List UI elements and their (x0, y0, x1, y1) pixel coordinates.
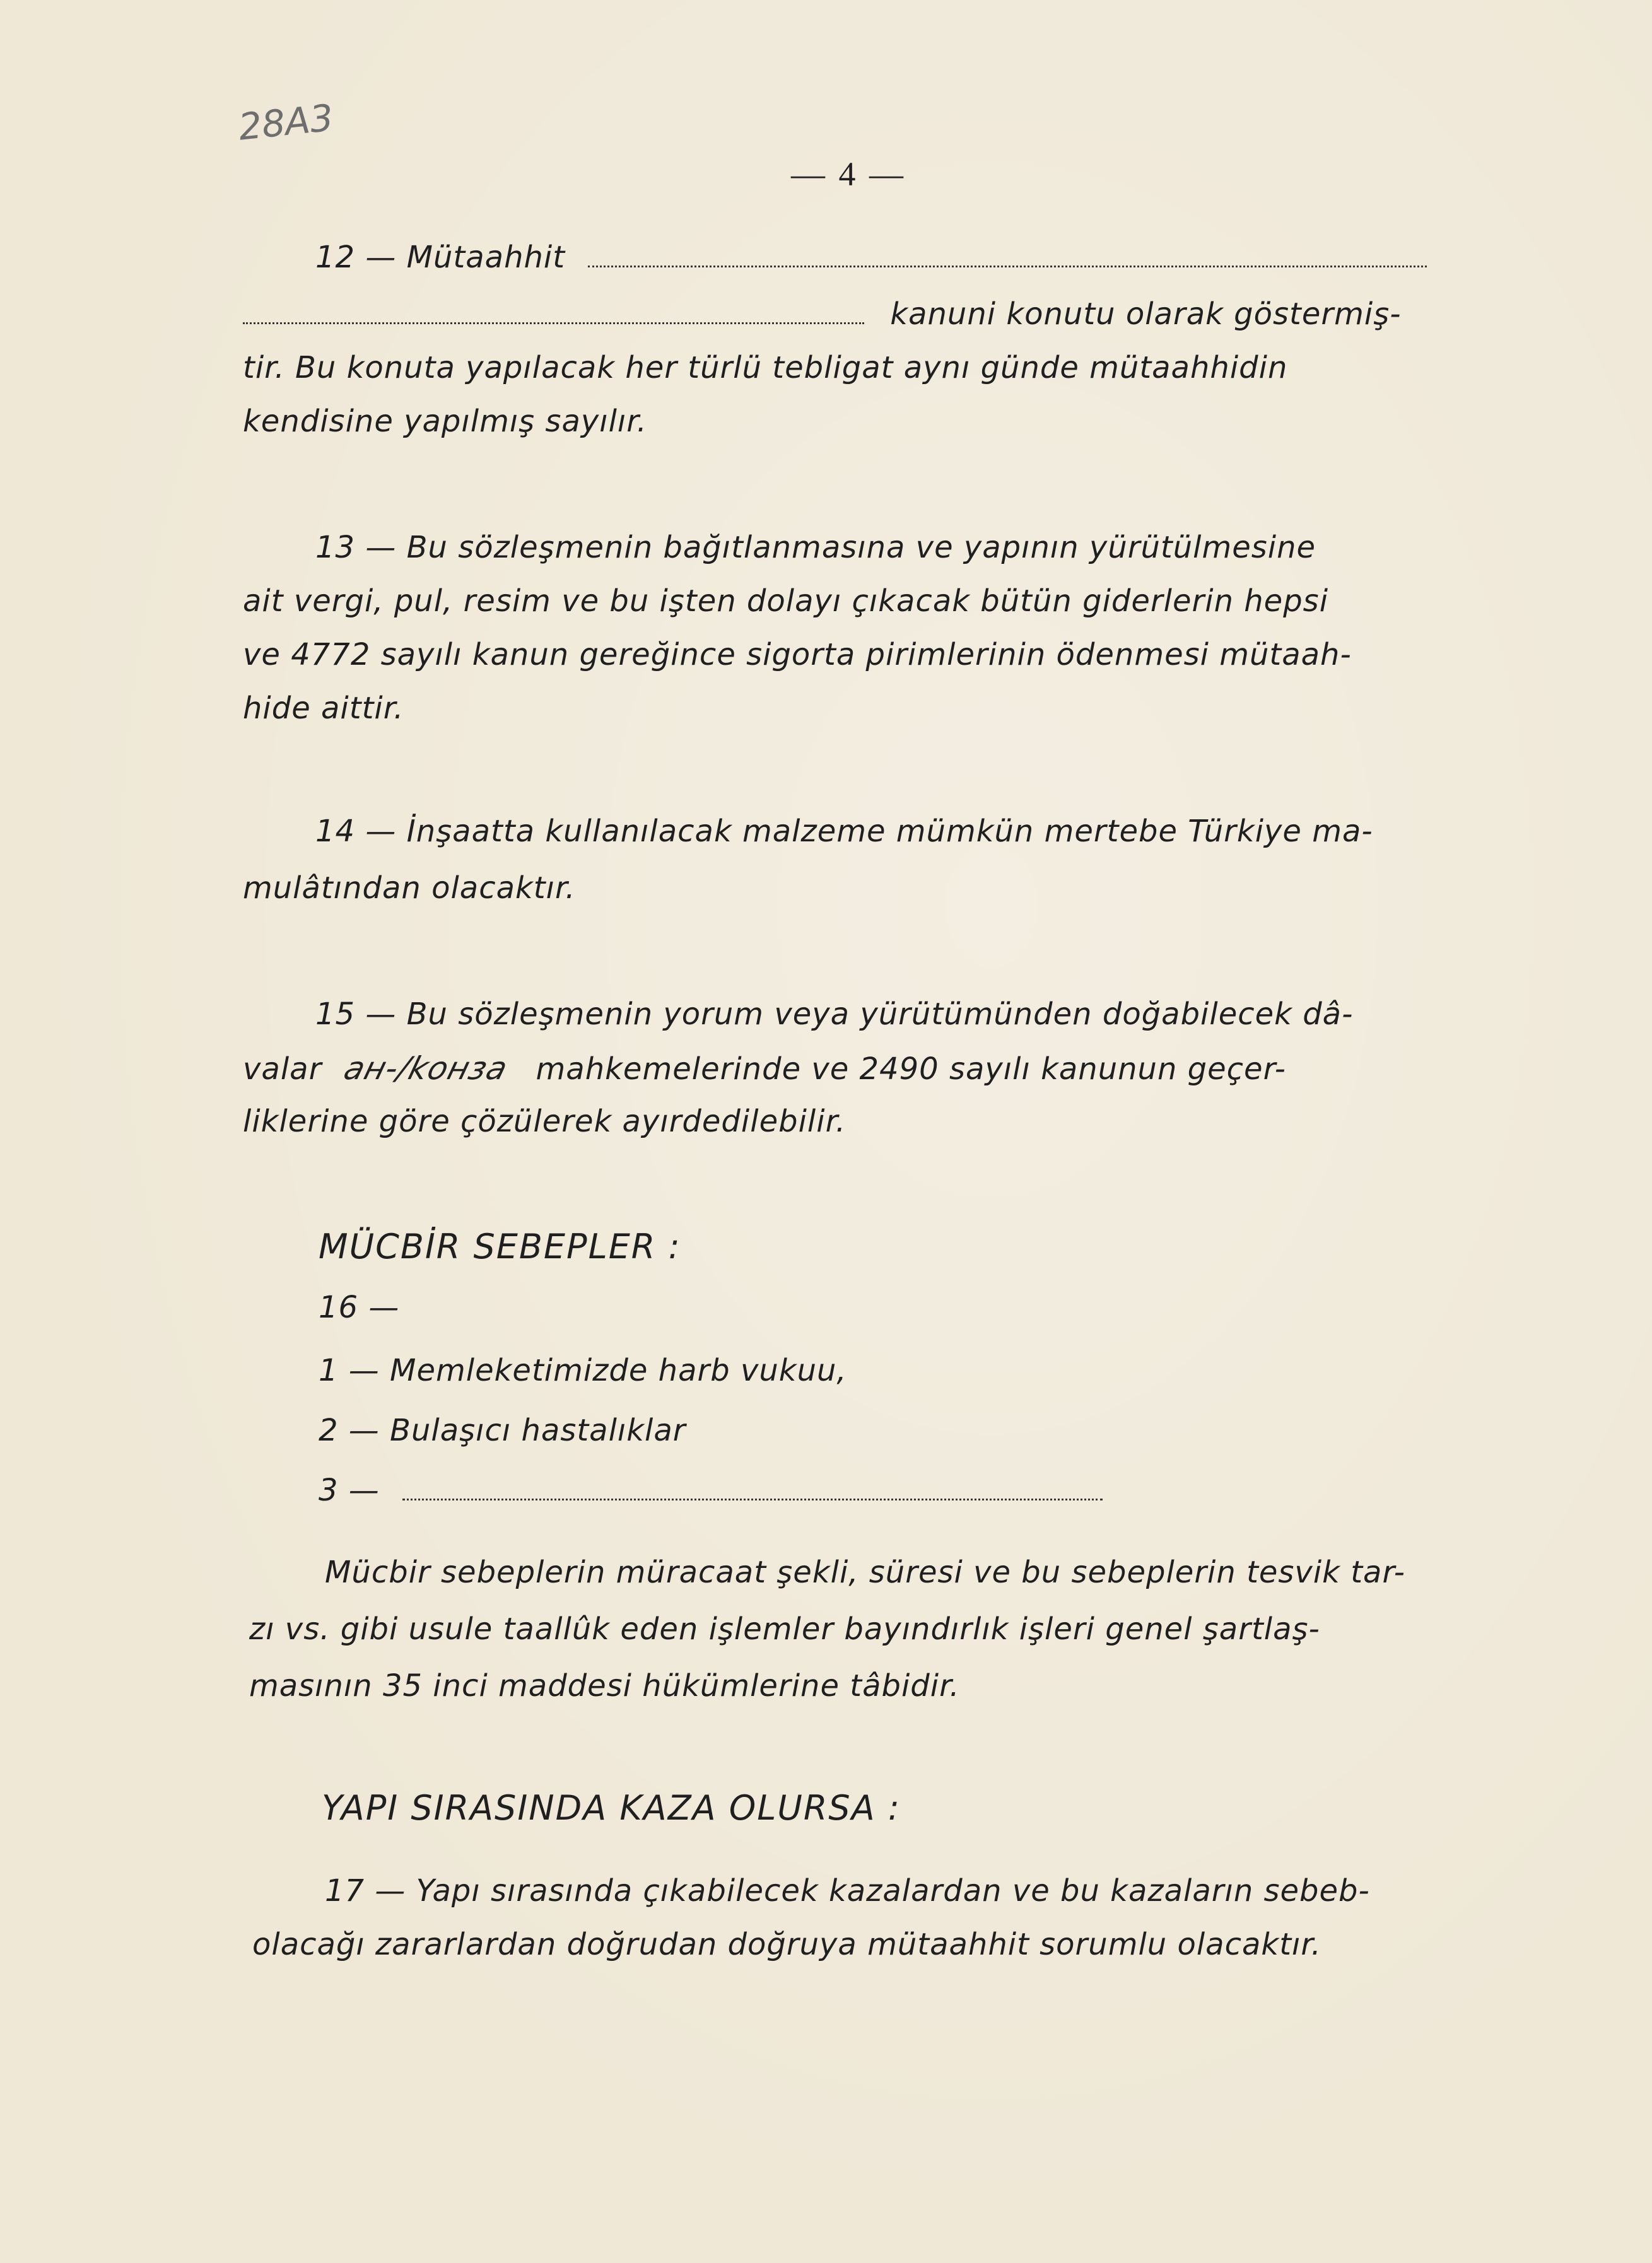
page-number: — 4 — (791, 155, 906, 193)
section-heading-kaza: YAPI SIRASINDA KAZA OLURSA : (322, 1788, 901, 1828)
item-13-line-3: ve 4772 sayılı kanun gereğince sigorta pirimlerinin ödenmesi mütaah- (243, 637, 1352, 672)
mucbir-sub-3 (319, 1473, 1103, 1508)
item-16: 16 — (319, 1290, 400, 1325)
item-15-line-3: liklerine göre çözülerek ayırdedilebilir. (243, 1104, 847, 1139)
item-15-line-2 (243, 1050, 1286, 1087)
item-17-line-2: olacağı zararlardan doğrudan doğruya mütaahhit sorumlu olacaktır. (252, 1927, 1321, 1962)
handwritten-court-name: ан-/kонза (339, 1050, 512, 1087)
item-12-blank-2 (243, 303, 864, 324)
mucbir-sub-3-blank (402, 1480, 1103, 1500)
mucbir-sub-2: 2 — Bulaşıcı hastalıklar (319, 1413, 686, 1448)
item-12-blank (588, 247, 1427, 267)
item-12-line-1 (315, 240, 1427, 275)
mucbir-para-line-1: Mücbir sebeplerin müracaat şekli, süresi ve bu sebeplerin tesvik tar- (325, 1555, 1405, 1590)
item-12-line-3: tir. Bu konuta yapılacak her türlü tebligat aynı günde mütaahhidin (243, 350, 1288, 385)
item-15-line-1: 15 — Bu sözleşmenin yorum veya yürütümünden doğabilecek dâ- (315, 997, 1354, 1032)
item-14-line-2: mulâtından olacaktır. (243, 870, 576, 906)
item-15-line-2-tail: mahkemelerinde ve 2490 sayılı kanunun geçer- (536, 1051, 1286, 1087)
item-13-line-2: ait vergi, pul, resim ve bu işten dolayı çıkacak bütün giderlerin hepsi (243, 583, 1329, 619)
item-12-line-2 (243, 296, 1402, 332)
mucbir-para-line-3: masının 35 inci maddesi hükümlerine tâbidir. (249, 1668, 960, 1704)
section-heading-mucbir: MÜCBİR SEBEPLER : (319, 1227, 681, 1266)
item-12-line-2-text: kanuni konutu olarak göstermiş- (890, 296, 1402, 332)
mucbir-para-line-2: zı vs. gibi usule taallûk eden işlemler bayındırlık işleri genel şartlaş- (249, 1611, 1320, 1647)
mucbir-sub-1: 1 — Memleketimizde harb vukuu, (319, 1353, 847, 1388)
item-15-line-2-head: valar (243, 1051, 322, 1087)
item-12-line-4: kendisine yapılmış sayılır. (243, 404, 647, 439)
item-17-line-1: 17 — Yapı sırasında çıkabilecek kazalardan ve bu kazaların sebeb- (325, 1873, 1370, 1909)
mucbir-sub-3-label: 3 — (319, 1473, 380, 1508)
item-13-line-4: hide aittir. (243, 691, 404, 726)
margin-handwritten-note: 28A3 (236, 96, 336, 149)
item-13-line-1: 13 — Bu sözleşmenin bağıtlanmasına ve yapının yürütülmesine (315, 530, 1316, 565)
item-14-line-1: 14 — İnşaatta kullanılacak malzeme mümkün mertebe Türkiye ma- (315, 814, 1373, 849)
item-12-label: 12 — Mütaahhit (315, 240, 566, 275)
